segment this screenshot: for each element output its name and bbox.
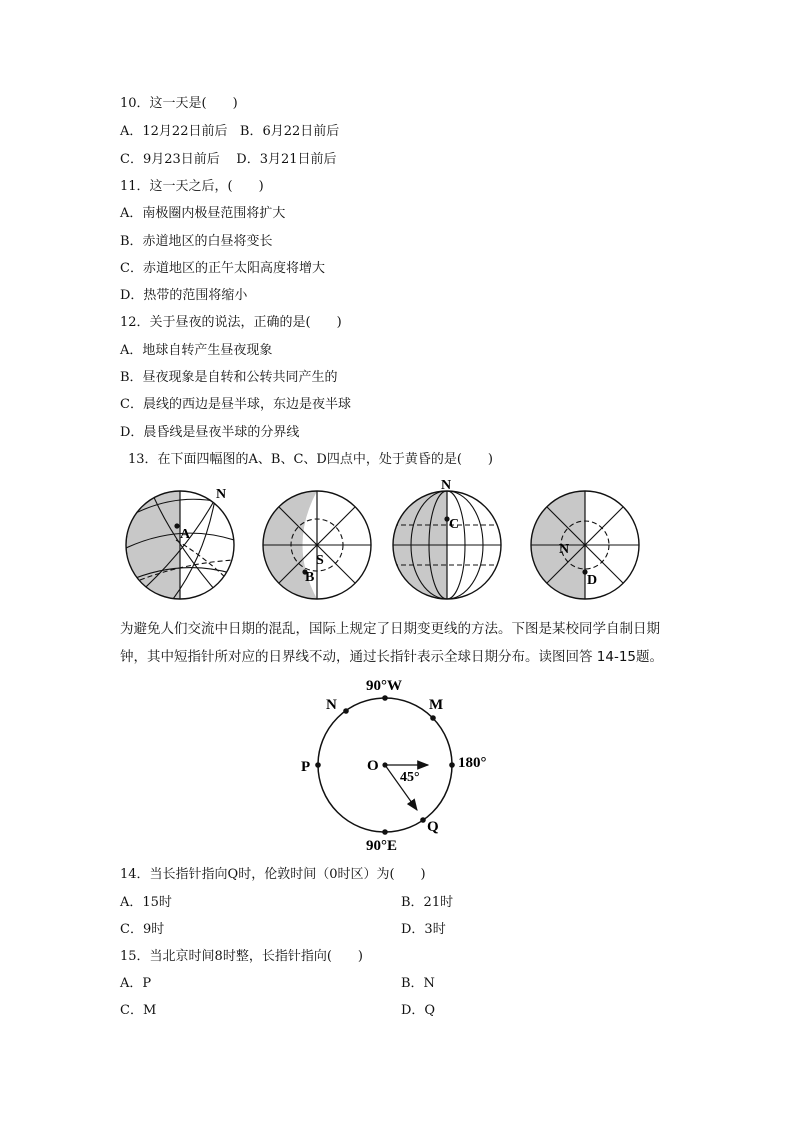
clock-label-o: O [367,758,379,774]
q15-stem: 15．当北京时间8时整，长指针指向( ) [120,949,363,964]
q14-stem: 14．当长指针指向Q时，伦敦时间（0时区）为( ) [120,867,426,882]
globe-figure-2 [263,491,371,599]
globe-figure-3 [393,478,501,599]
q11-option-c: C．赤道地区的正午太阳高度将增大 [120,261,325,276]
q15-option-b: B．N [401,976,435,991]
clock-label-q: Q [427,819,439,835]
q12-option-b: B．昼夜现象是自转和公转共同产生的 [120,370,338,385]
fig1-label-a: A [180,527,191,542]
q14-option-a: A．15时 [120,895,172,910]
clock-label-angle: 45° [400,770,420,785]
fig1-label-n: N [216,487,227,502]
q15-option-a: A．P [120,976,152,991]
q12-option-c: C．晨线的西边是昼半球，东边是夜半球 [120,397,351,412]
clock-label-p: P [301,759,311,775]
fig2-label-s: S [316,553,324,568]
q12-option-d: D．晨昏线是昼夜半球的分界线 [120,425,300,440]
q10-stem: 10．这一天是( ) [120,96,238,111]
q13-stem: 13．在下面四幅图的A、B、C、D四点中，处于黄昏的是( ) [128,452,493,467]
q15-option-d: D．Q [401,1003,436,1018]
q12-option-a: A．地球自转产生昼夜现象 [120,343,273,358]
clock-label-90w: 90°W [366,678,402,694]
date-clock-diagram [290,672,510,858]
clock-label-m: M [429,697,444,713]
q13-figures [110,478,650,606]
q10-option-b: B．6月22日前后 [239,124,340,139]
clock-label-90e: 90°E [366,838,398,854]
clock-label-180: 180° [458,755,487,771]
fig3-label-c: C [449,517,460,532]
q14-option-c: C．9时 [120,922,165,937]
q10-options-cd [120,152,337,168]
q11-option-d: D．热带的范围将缩小 [120,288,248,303]
q14-option-d: D．3时 [401,922,446,937]
q10-option-a: A．12月22日前后 [120,124,228,139]
fig4-label-d: D [587,573,598,588]
clock-label-n: N [326,697,337,713]
q11-option-b: B．赤道地区的白昼将变长 [120,234,273,249]
q12-stem: 12．关于昼夜的说法，正确的是( ) [120,315,342,330]
q14-option-b: B．21时 [401,895,454,910]
q10-option-d: D．3月21日前后 [236,152,337,167]
q10-option-c: C．9月23日前后 [120,152,220,167]
globe-figure-1 [126,487,234,603]
fig4-label-n: N [559,542,570,557]
q11-option-a: A．南极圈内极昼范围将扩大 [120,206,286,221]
q11-stem: 11．这一天之后，( ) [120,179,264,194]
fig3-label-n: N [441,478,452,493]
fig2-label-b: B [305,570,315,585]
q15-option-c: C．M [120,1003,157,1018]
globe-figure-4 [531,491,639,599]
q10-options-ab [120,124,339,140]
intro-paragraph: 为避免人们交流中日期的混乱，国际上规定了日期变更线的方法。下图是某校同学自制日期钟，其中短指针所对应的日界线不动，通过长指针表示全球日期分布。读图回答 14-15题。 [120,621,664,665]
